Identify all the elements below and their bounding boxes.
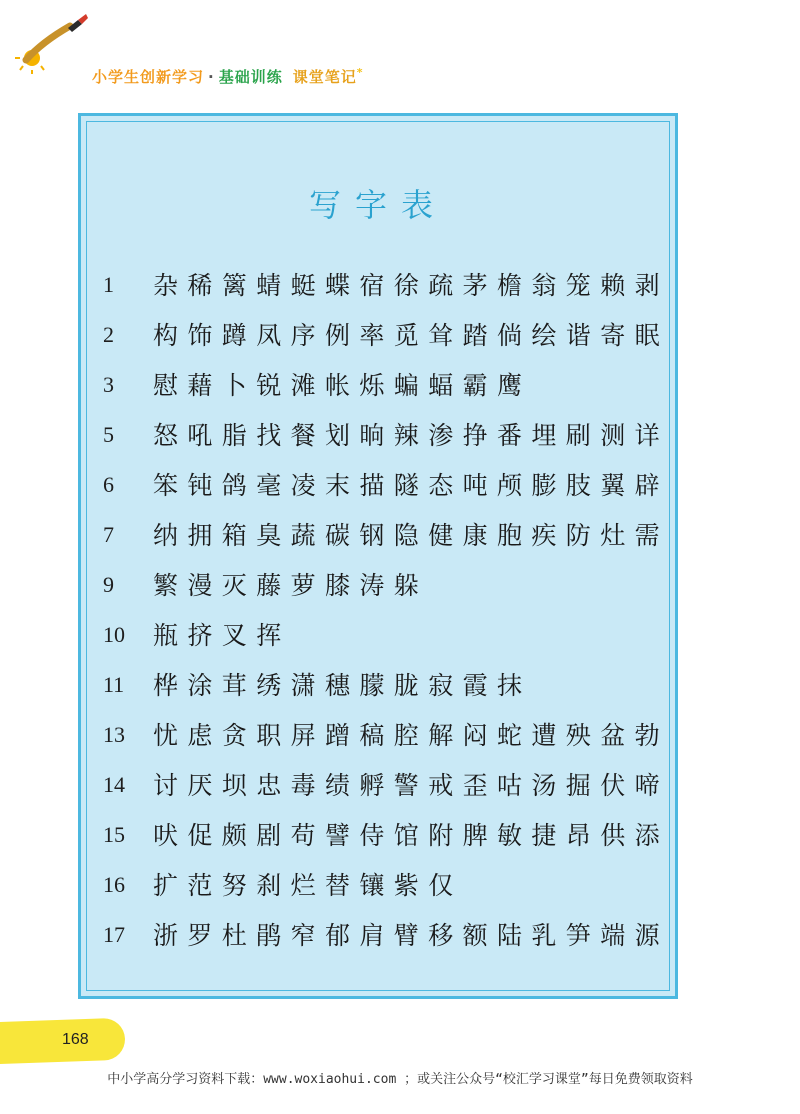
lesson-number: 10 [103, 622, 125, 647]
lesson-characters: 讨厌坝忠毒绩孵警戒歪咕汤掘伏啼 [153, 771, 670, 800]
lesson-number: 15 [103, 822, 125, 847]
lesson-characters: 笨钝鸽毫凌末描隧态吨颅膨肢翼辟 [153, 471, 670, 500]
lesson-number: 6 [103, 472, 114, 497]
writing-table-frame [78, 113, 678, 999]
header-basic-training: 基础训练 [218, 68, 283, 86]
series-name: 小学生创新学习 [92, 68, 205, 86]
lesson-number: 17 [103, 922, 125, 947]
lesson-characters: 纳拥箱臭蔬碳钢隐健康胞疾防灶需 [153, 521, 670, 550]
lesson-number: 16 [103, 872, 125, 897]
lesson-number: 1 [103, 272, 114, 297]
lesson-characters: 杂稀篱蜻蜓蝶宿徐疏茅檐翁笼赖剥 [153, 271, 670, 300]
lesson-characters: 怒吼脂找餐划晌辣渗挣番埋刷测详 [153, 421, 670, 450]
lesson-characters: 浙罗杜鹃窄郁肩臂移额陆乳笋端源 [153, 921, 670, 950]
table-row [81, 316, 670, 356]
lesson-number: 11 [103, 672, 125, 697]
table-row [81, 716, 670, 756]
lesson-number: 2 [103, 322, 114, 347]
lesson-number: 14 [103, 772, 125, 797]
star-icon: * [356, 66, 364, 79]
lesson-number: 9 [103, 572, 114, 597]
series-header [92, 66, 364, 87]
header-class-notes: 课堂笔记 [292, 68, 357, 86]
lesson-characters: 吠促颇剧苟譬侍馆附脾敏捷昂供添 [153, 821, 670, 850]
table-row [81, 616, 661, 656]
lesson-number: 3 [103, 372, 114, 397]
lesson-characters: 慰藉卜锐滩帐烁蝙蝠霸鹰 [153, 371, 532, 400]
page-title: 写字表 [308, 186, 447, 224]
lesson-characters: 忧虑贪职屏蹭稿腔解闷蛇遭殃盆勃 [153, 721, 670, 750]
frame-inner-border [86, 121, 670, 991]
table-row [81, 816, 670, 856]
table-row [81, 566, 661, 606]
table-row [81, 666, 661, 706]
table-row [81, 766, 670, 806]
lesson-characters: 繁漫灭藤萝膝涛躲 [153, 571, 429, 600]
page-number: 168 [62, 1031, 89, 1048]
lesson-number: 13 [103, 722, 125, 747]
table-row [81, 466, 670, 506]
lesson-number: 5 [103, 422, 114, 447]
table-row [81, 366, 661, 406]
paintbrush-logo-icon [12, 14, 92, 74]
table-row [81, 416, 670, 456]
table-row [81, 866, 661, 906]
table-row [81, 916, 670, 956]
footer-download-note: 中小学高分学习资料下载：www.woxiaohui.com ；或关注公众号“校汇学习课堂”每日免费领取资料 [107, 1072, 693, 1087]
lesson-characters: 扩范努刹烂替镶紫仅 [153, 871, 463, 900]
header-separator: · [208, 68, 215, 86]
lesson-number: 7 [103, 522, 114, 547]
lesson-characters: 瓶挤叉挥 [153, 621, 291, 650]
table-row [81, 516, 670, 556]
lesson-characters: 桦涂茸绣潇穗朦胧寂霞抹 [153, 671, 532, 700]
lesson-characters: 构饰蹲凤序例率觅耸踏倘绘谐寄眠 [153, 321, 670, 350]
table-row [81, 266, 670, 306]
